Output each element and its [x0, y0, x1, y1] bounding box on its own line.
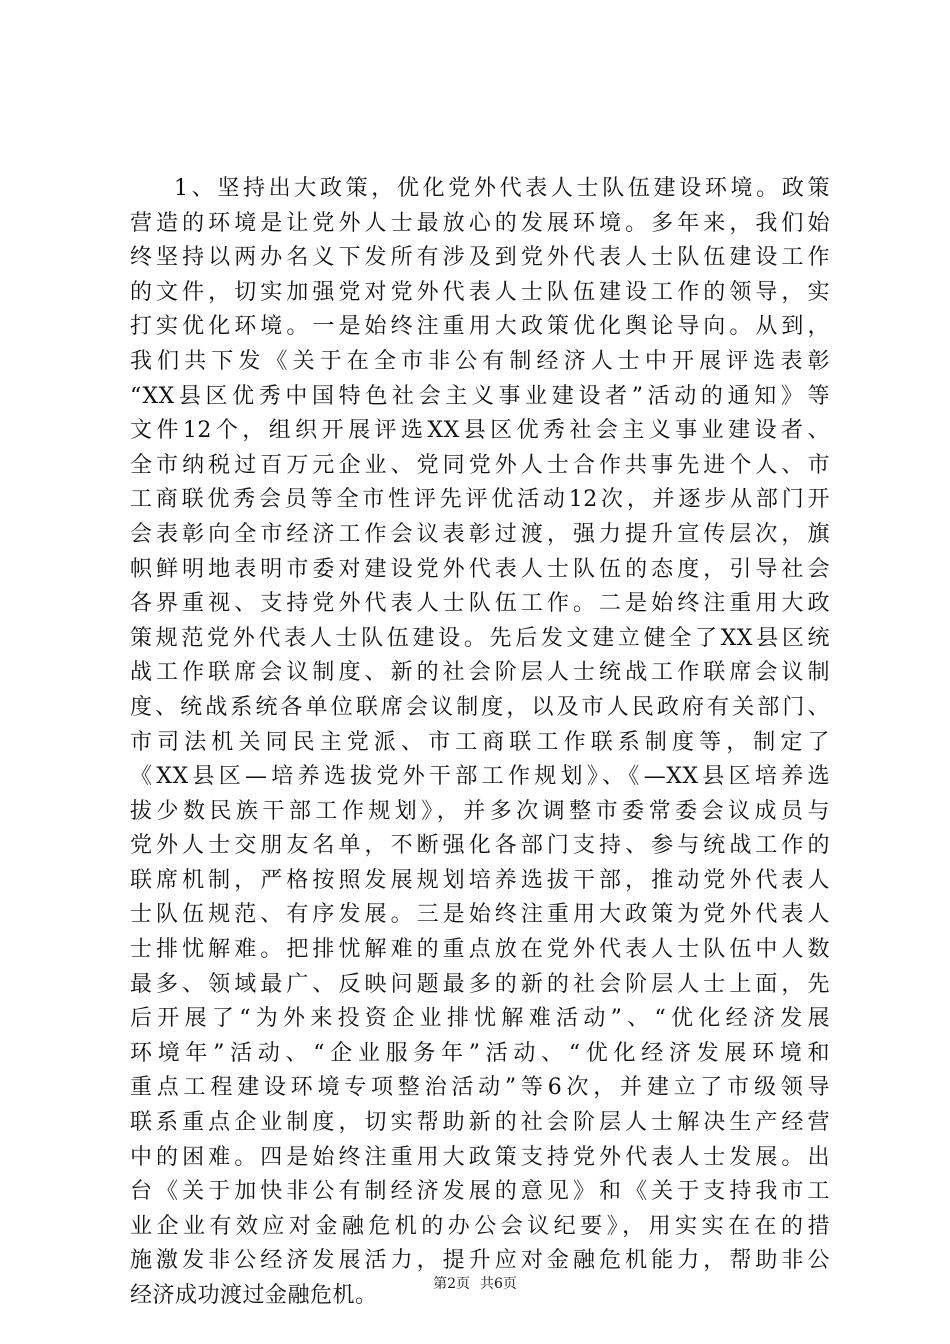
- text-line: 后开展了“为外来投资企业排忧解难活动”、“优化经济发展: [130, 1006, 830, 1032]
- text-line: 营造的环境是让党外人士最放心的发展环境。多年来，我们始: [130, 210, 830, 236]
- text-line: 会表彰向全市经济工作会议表彰过渡，强力提升宣传层次，旗: [130, 521, 830, 547]
- page-number: 第2页: [433, 1276, 470, 1292]
- text-line: 终坚持以两办名义下发所有涉及到党外代表人士队伍建设工作: [130, 245, 830, 271]
- text-line: 我们共下发《关于在全市非公有制经济人士中开展评选表彰: [130, 348, 830, 374]
- text-line: 拔少数民族干部工作规划》，并多次调整市委常委会议成员与: [130, 798, 830, 824]
- page-total: 共6页: [480, 1276, 517, 1292]
- text-line: 《XX县区—培养选拔党外干部工作规划》、《—XX县区培养选: [130, 764, 830, 790]
- text-line: 度、统战系统各单位联席会议制度，以及市人民政府有关部门、: [130, 694, 830, 720]
- text-line: 中的困难。四是始终注重用大政策支持党外代表人士发展。出: [130, 1144, 830, 1170]
- text-line: 经济成功渡过金融危机。: [130, 1283, 378, 1308]
- text-line: 重点工程建设环境专项整治活动”等6次，并建立了市级领导: [130, 1075, 830, 1101]
- text-line: 1、坚持出大政策，优化党外代表人士队伍建设环境。政策: [174, 176, 830, 201]
- text-line: 施激发非公经济发展活力，提升应对金融危机能力，帮助非公: [130, 1248, 830, 1274]
- body-paragraph: [130, 172, 830, 1314]
- text-line: 全市纳税过百万元企业、党同党外人士合作共事先进个人、市: [130, 452, 830, 478]
- text-line: 台《关于加快非公有制经济发展的意见》和《关于支持我市工: [130, 1179, 830, 1205]
- text-line: 党外人士交朋友名单，不断强化各部门支持、参与统战工作的: [130, 833, 830, 859]
- text-line: 士排忧解难。把排忧解难的重点放在党外代表人士队伍中人数: [130, 937, 830, 963]
- text-line: 最多、领域最广、反映问题最多的新的社会阶层人士上面，先: [130, 971, 830, 997]
- text-line: 联席机制，严格按照发展规划培养选拔干部，推动党外代表人: [130, 867, 830, 893]
- text-line: 文件12个，组织开展评选XX县区优秀社会主义事业建设者、: [130, 418, 830, 444]
- text-line: 市司法机关同民主党派、市工商联工作联系制度等，制定了: [130, 729, 830, 755]
- text-line: 各界重视、支持党外代表人士队伍工作。二是始终注重用大政: [130, 591, 830, 617]
- text-line: 战工作联席会议制度、新的社会阶层人士统战工作联席会议制: [130, 660, 830, 686]
- text-line: 工商联优秀会员等全市性评先评优活动12次，并逐步从部门开: [130, 487, 830, 513]
- text-line: 士队伍规范、有序发展。三是始终注重用大政策为党外代表人: [130, 902, 830, 928]
- page-footer: [0, 1274, 950, 1294]
- text-line: 环境年”活动、“企业服务年”活动、“优化经济发展环境和: [130, 1040, 830, 1066]
- text-line: 打实优化环境。一是始终注重用大政策优化舆论导向。从到，: [130, 314, 830, 340]
- text-line: “XX县区优秀中国特色社会主义事业建设者”活动的通知》等: [130, 383, 830, 409]
- text-line: 业企业有效应对金融危机的办公会议纪要》，用实实在在的措: [130, 1213, 830, 1239]
- text-line: 策规范党外代表人士队伍建设。先后发文建立健全了XX县区统: [130, 625, 830, 651]
- text-line: 的文件，切实加强党对党外代表人士队伍建设工作的领导，实: [130, 279, 830, 305]
- text-line: 联系重点企业制度，切实帮助新的社会阶层人士解决生产经营: [130, 1110, 830, 1136]
- text-line: 帜鲜明地表明市委对建设党外代表人士队伍的态度，引导社会: [130, 556, 830, 582]
